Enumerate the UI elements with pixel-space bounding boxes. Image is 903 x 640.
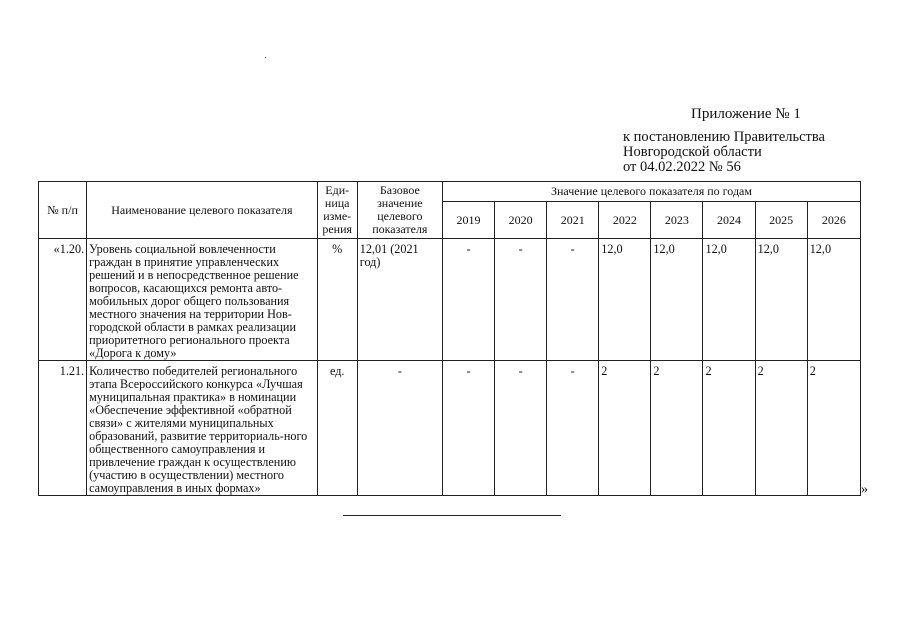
- appendix-line-1: к постановлению Правительства: [623, 129, 825, 145]
- row-value: 12,0: [703, 239, 755, 361]
- row-value: 2: [651, 361, 703, 496]
- header-name: Наименование целевого показателя: [87, 182, 318, 239]
- closing-quote: »: [861, 482, 868, 497]
- row-value: 2: [807, 361, 860, 496]
- appendix-title: Приложение № 1: [691, 106, 801, 122]
- row-value: -: [547, 239, 599, 361]
- table-row: [39, 361, 861, 496]
- header-year: 2019: [442, 202, 494, 239]
- table-row: [39, 239, 861, 361]
- indicators-table: [38, 181, 861, 496]
- row-base: -: [357, 361, 442, 496]
- header-year: 2021: [547, 202, 599, 239]
- row-value: 2: [703, 361, 755, 496]
- row-value: 12,0: [755, 239, 807, 361]
- row-unit: ед.: [317, 361, 357, 496]
- footer-divider: [343, 515, 561, 516]
- scan-speck: [265, 57, 266, 58]
- header-base: Базовое значение целевого показателя: [357, 182, 442, 239]
- row-value: 2: [599, 361, 651, 496]
- header-year: 2023: [651, 202, 703, 239]
- row-name: Уровень социальной вовлеченности граждан в принятие управленческих решений и в непосредственное решение вопросов, касающихся ремонта авто-мобильных дорог общего пользования местного значения на территории Нов-городской области в рамках реализации приоритетного регионального проекта «Дорога к дому»: [87, 239, 318, 361]
- appendix-line-3: от 04.02.2022 № 56: [623, 159, 741, 175]
- row-value: -: [495, 239, 547, 361]
- row-value: 12,0: [807, 239, 860, 361]
- row-unit: %: [317, 239, 357, 361]
- header-year: 2026: [807, 202, 860, 239]
- row-value: -: [495, 361, 547, 496]
- header-year: 2022: [599, 202, 651, 239]
- row-name: Количество победителей регионального этапа Всероссийского конкурса «Лучшая муниципальная практика» в номинации «Обеспечение эффективной «обратной связи» с жителями муниципальных образований, развитие территориаль-ного общественного самоуправления и привлечение граждан к осуществлению (участию в осуществлении) местного самоуправления в иных формах»: [87, 361, 318, 496]
- row-num: 1.21.: [39, 361, 87, 496]
- header-years-group: Значение целевого показателя по годам: [442, 182, 860, 202]
- appendix-header: [623, 107, 825, 175]
- row-value: 12,0: [651, 239, 703, 361]
- header-year: 2025: [755, 202, 807, 239]
- row-value: -: [547, 361, 599, 496]
- header-unit: Еди-ница изме-рения: [317, 182, 357, 239]
- row-value: 12,0: [599, 239, 651, 361]
- row-value: -: [442, 239, 494, 361]
- row-value: 2: [755, 361, 807, 496]
- appendix-line-2: Новгородской области: [623, 144, 762, 160]
- row-num: «1.20.: [39, 239, 87, 361]
- row-value: -: [442, 361, 494, 496]
- header-year: 2020: [495, 202, 547, 239]
- header-year: 2024: [703, 202, 755, 239]
- header-num: № п/п: [39, 182, 87, 239]
- row-base: 12,01 (2021 год): [357, 239, 442, 361]
